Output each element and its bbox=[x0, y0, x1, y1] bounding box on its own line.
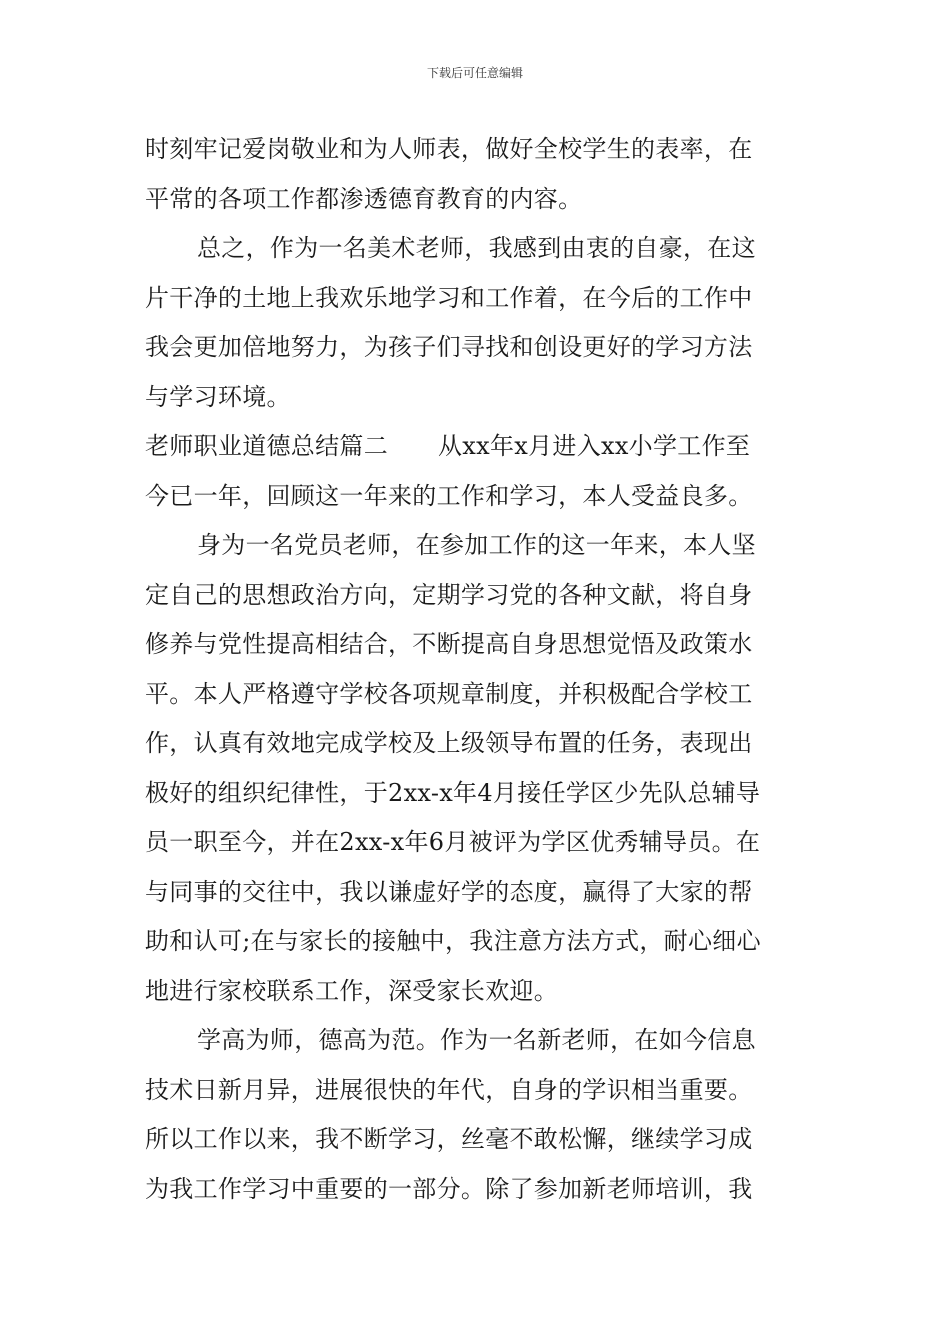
text-line: 片干净的土地上我欢乐地学习和工作着，在今后的工作中 bbox=[145, 283, 753, 312]
page-header: 下载后可任意编辑 bbox=[426, 66, 523, 80]
text-line: 平常的各项工作都渗透德育教育的内容。 bbox=[145, 184, 583, 213]
text-line: 与学习环境。 bbox=[145, 382, 291, 411]
text-line: 为我工作学习中重要的一部分。除了参加新老师培训，我 bbox=[145, 1174, 753, 1203]
paragraph-start: 学高为师，德高为范。作为一名新老师，在如今信息 bbox=[197, 1026, 756, 1054]
text-line: 极好的组织纪律性，于2xx-x年4月接任学区少先队总辅导 bbox=[145, 778, 761, 807]
text-line: 平。本人严格遵守学校各项规章制度，并积极配合学校工 bbox=[145, 679, 753, 708]
text-line: 与同事的交往中，我以谦虚好学的态度，赢得了大家的帮 bbox=[145, 877, 753, 906]
text-line: 所以工作以来，我不断学习，丝毫不敢松懈，继续学习成 bbox=[145, 1125, 753, 1153]
text-line: 时刻牢记爱岗敬业和为人师表，做好全校学生的表率，在 bbox=[145, 135, 753, 163]
text-line: 修养与党性提高相结合，不断提高自身思想觉悟及政策水 bbox=[145, 630, 753, 658]
paragraph-start: 总之，作为一名美术老师，我感到由衷的自豪，在这 bbox=[197, 234, 756, 262]
text-line: 作，认真有效地完成学校及上级领导布置的任务，表现出 bbox=[145, 729, 753, 757]
paragraph-start: 身为一名党员老师，在参加工作的这一年来，本人坚 bbox=[197, 531, 756, 559]
text-line: 今已一年，回顾这一年来的工作和学习，本人受益良多。 bbox=[145, 481, 753, 510]
text-line: 助和认可;在与家长的接触中，我注意方法方式，耐心细心 bbox=[145, 927, 761, 955]
section-title: 老师职业道德总结篇二 bbox=[145, 432, 388, 460]
text-line: 定自己的思想政治方向，定期学习党的各种文献，将自身 bbox=[145, 580, 753, 609]
section-heading-line bbox=[145, 422, 810, 472]
section-intro-text: 从xx年x月进入xx小学工作至 bbox=[438, 432, 751, 460]
text-line: 员一职至今，并在2xx-x年6月被评为学区优秀辅导员。在 bbox=[145, 828, 761, 856]
text-line: 我会更加倍地努力，为孩子们寻找和创设更好的学习方法 bbox=[145, 333, 753, 361]
document-body bbox=[145, 125, 810, 1214]
text-line: 技术日新月异，进展很快的年代，自身的学识相当重要。 bbox=[145, 1075, 753, 1104]
text-line: 地进行家校联系工作，深受家长欢迎。 bbox=[145, 976, 559, 1005]
